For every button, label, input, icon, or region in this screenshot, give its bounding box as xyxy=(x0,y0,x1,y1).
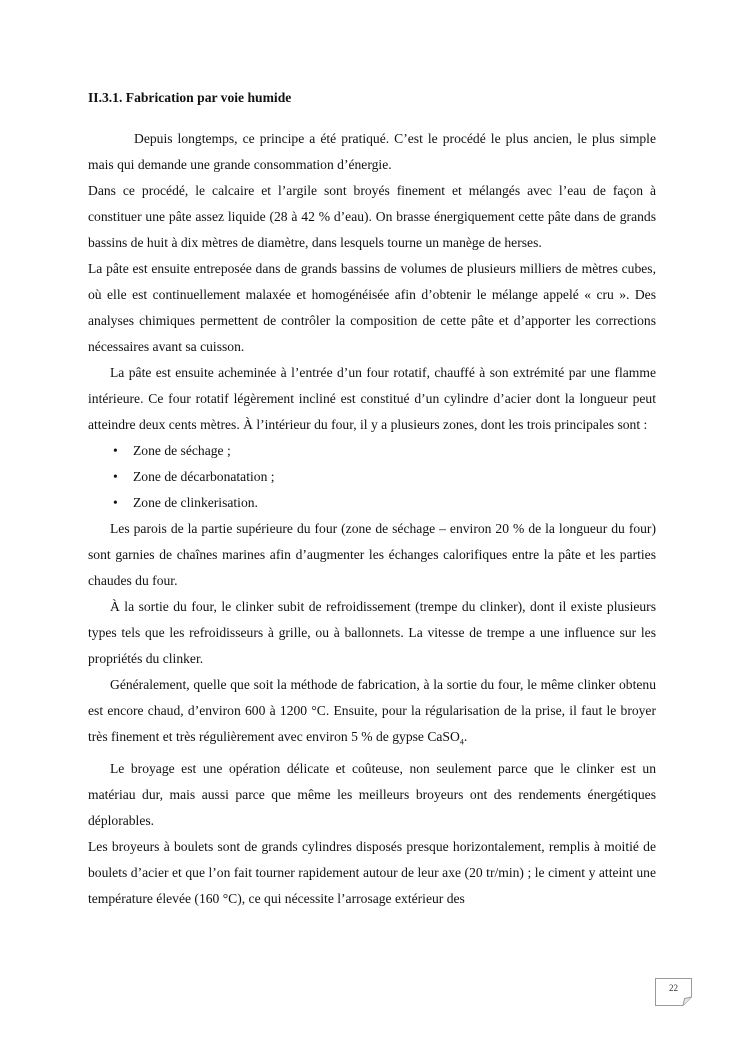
paragraph-8: Le broyage est une opération délicate et coûteuse, non seulement parce que le clinker est un matériau dur, mais aussi parce que même les meilleurs broyeurs ont des rendements énergétiques déplorables. xyxy=(88,760,656,828)
paragraph-5: Les parois de la partie supérieure du four (zone de séchage – environ 20 % de la longueur du four) sont garnies de chaînes marines afin d’augmenter les échanges calorifiques entre la pâte et les parties chaudes du four. xyxy=(88,521,656,588)
section-title: II.3.1. Fabrication par voie humide xyxy=(88,90,292,105)
list-item-text: Zone de séchage ; xyxy=(133,443,231,458)
bullet-icon: • xyxy=(113,495,118,510)
bullet-icon: • xyxy=(113,469,118,484)
paragraph-3: La pâte est ensuite entreposée dans de grands bassins de volumes de plusieurs milliers de mètres cubes, où elle est continuellement malaxée et homogénéisée afin d’obtenir le mélange appelé « cru ». Des analyses chimiques permettent de contrôler la composition de cette pâte et d’apporter les corrections nécessaires avant sa cuisson. xyxy=(88,261,656,354)
page-content xyxy=(88,88,656,912)
list-item-text: Zone de clinkerisation. xyxy=(133,495,258,510)
paragraph-4: La pâte est ensuite acheminée à l’entrée d’un four rotatif, chauffé à son extrémité par une flamme intérieure. Ce four rotatif légèrement incliné est constitué d’un cylindre d’acier dont la longueur peut atteindre deux cents mètres. À l’intérieur du four, il y a plusieurs zones, dont les trois principales sont : xyxy=(88,365,656,432)
bullet-icon: • xyxy=(113,443,118,458)
paragraph-7-text: Généralement, quelle que soit la méthode de fabrication, à la sortie du four, le même clinker obtenu est encore chaud, d’environ 600 à 1200 °C. Ensuite, pour la régularisation de la prise, il faut le broyer très finement et très régulièrement avec environ 5 % de gypse CaSO xyxy=(88,677,656,744)
list-item xyxy=(88,464,656,490)
paragraph-7-end: . xyxy=(463,729,468,744)
subscript: 4 xyxy=(459,737,464,747)
page-number-badge xyxy=(655,978,692,1006)
paragraph-7 xyxy=(88,672,656,756)
list-item xyxy=(88,490,656,516)
paragraph-1: Depuis longtemps, ce principe a été pratiqué. C’est le procédé le plus ancien, le plus simple mais qui demande une grande consommation d’énergie. xyxy=(88,131,656,172)
paragraph-2: Dans ce procédé, le calcaire et l’argile sont broyés finement et mélangés avec l’eau de façon à constituer une pâte assez liquide (28 à 42 % d’eau). On brasse énergiquement cette pâte dans de grands bassins de huit à dix mètres de diamètre, dans lesquels tourne un manège de herses. xyxy=(88,183,656,250)
zones-list xyxy=(88,438,656,516)
paragraph-6: À la sortie du four, le clinker subit de refroidissement (trempe du clinker), dont il existe plusieurs types tels que les refroidisseurs à grille, ou à ballonnets. La vitesse de trempe a une influence sur les propriétés du clinker. xyxy=(88,599,656,666)
paragraph-9: Les broyeurs à boulets sont de grands cylindres disposés presque horizontalement, remplis à moitié de boulets d’acier et que l’on fait tourner rapidement autour de leur axe (20 tr/min) ; le ciment y atteint une température élevée (160 °C), ce qui nécessite l’arrosage extérieur des xyxy=(88,838,656,906)
page-number: 22 xyxy=(669,983,678,993)
list-item xyxy=(88,438,656,464)
list-item-text: Zone de décarbonatation ; xyxy=(133,469,275,484)
